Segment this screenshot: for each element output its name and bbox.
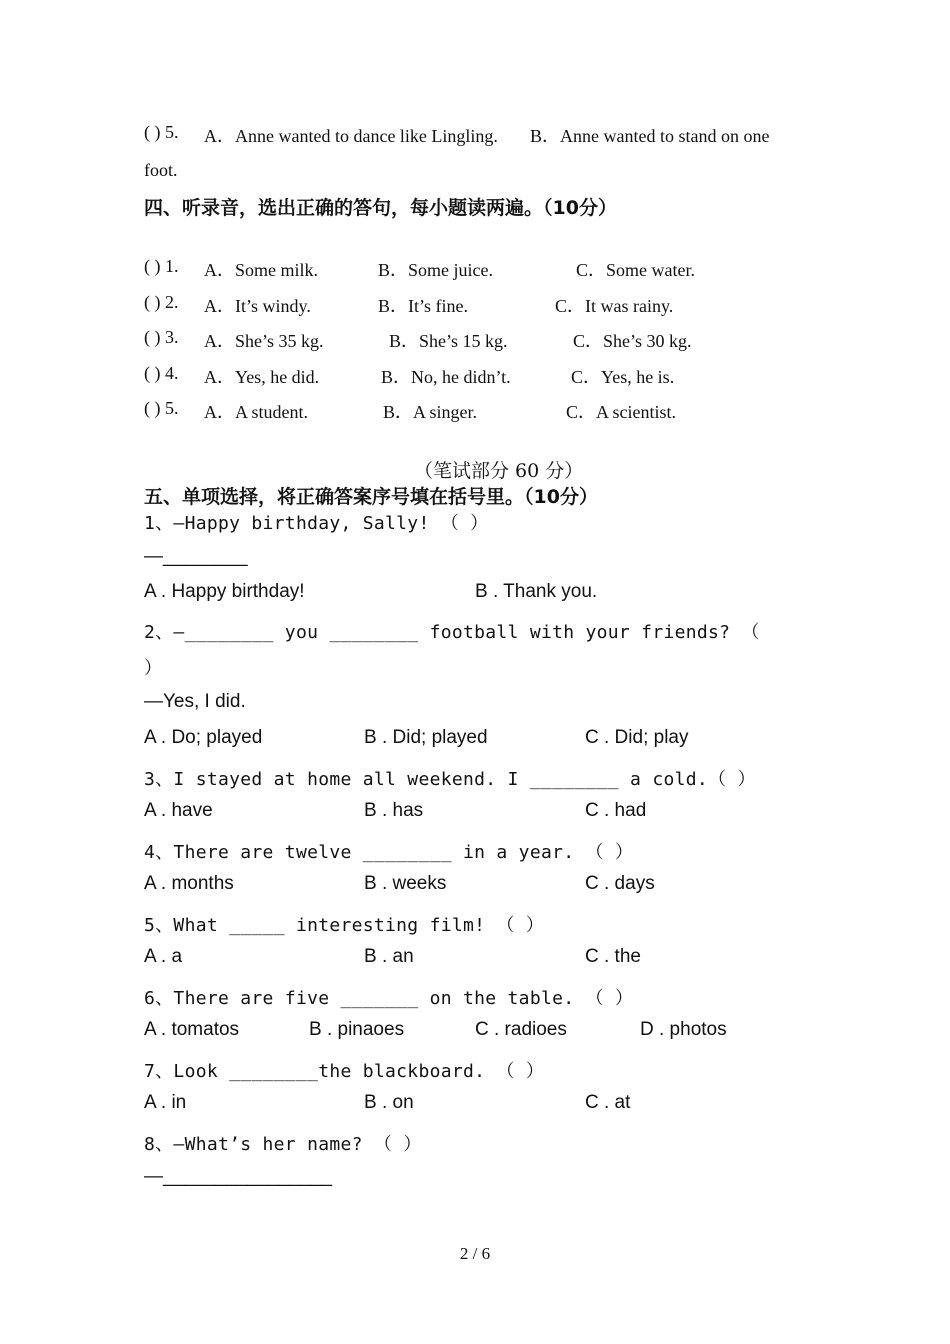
q5-3-option-c: C . had [585, 800, 647, 821]
q5-7-option-b: B . on [364, 1092, 414, 1113]
q5-4-option-b: B . weeks [364, 873, 447, 894]
q5-6-option-d: D . photos [640, 1019, 727, 1040]
written-section-title: （笔试部分 60 分） [414, 460, 584, 482]
q5-4-stem: 4、There are twelve ________ in a year. （ ） [144, 842, 634, 863]
q4-3-number: ( ) 3. [144, 327, 179, 347]
q5-2-option-a: A . Do; played [144, 727, 263, 748]
q4-3-option-c: C．She’s 30 kg. [573, 331, 692, 351]
q4-4-option-c: C．Yes, he is. [571, 367, 675, 387]
q5-6-option-a: A . tomatos [144, 1019, 240, 1040]
q5-7-stem: 7、Look ________the blackboard. （ ） [144, 1061, 545, 1082]
q4-4-option-b: B．No, he didn’t. [381, 367, 511, 387]
q5-4-option-a: A . months [144, 873, 234, 894]
q4-2-number: ( ) 2. [144, 292, 179, 312]
q4-3-option-a: A．She’s 35 kg. [204, 331, 324, 351]
q5-5-option-b: B . an [364, 946, 414, 967]
q5-1-option-b: B . Thank you. [475, 581, 598, 602]
q4-1-option-a: A．Some milk. [204, 260, 319, 280]
q5-6-option-c: C . radioes [475, 1019, 567, 1040]
part5-heading: 五、单项选择，将正确答案序号填在括号里。（10分） [144, 486, 598, 508]
q5-3-option-b: B . has [364, 800, 424, 821]
q5-1-stem: 1、—Happy birthday, Sally! （ ） [144, 513, 489, 534]
q4-5-option-a: A．A student. [204, 402, 309, 422]
q5-7-option-c: C . at [585, 1092, 631, 1113]
q4-4-option-a: A．Yes, he did. [204, 367, 320, 387]
q5-1-reply: —________ [144, 546, 248, 567]
q3-5-option-b-continued: foot. [144, 160, 178, 180]
q5-3-option-a: A . have [144, 800, 213, 821]
q5-2-option-c: C . Did; play [585, 727, 689, 748]
q3-5-number: ( ) 5. [144, 122, 179, 142]
q4-4-number: ( ) 4. [144, 363, 179, 383]
q5-2-stem: 2、—________ you ________ football with your friends? （ [144, 622, 760, 643]
q5-2-reply: —Yes, I did. [144, 691, 246, 712]
q3-5-option-a: A．Anne wanted to dance like Lingling. [204, 126, 498, 146]
q5-8-reply: —________________ [144, 1166, 333, 1187]
q4-1-option-c: C．Some water. [576, 260, 695, 280]
q4-3-option-b: B．She’s 15 kg. [389, 331, 508, 351]
q4-2-option-c: C．It was rainy. [555, 296, 674, 316]
q5-2-stem-continued: ） [144, 658, 163, 679]
q4-5-number: ( ) 5. [144, 398, 179, 418]
q5-1-option-a: A . Happy birthday! [144, 581, 305, 602]
q5-2-option-b: B . Did; played [364, 727, 488, 748]
q5-3-stem: 3、I stayed at home all weekend. I ________ a cold.（ ） [144, 769, 756, 790]
q5-6-option-b: B . pinaoes [309, 1019, 405, 1040]
page-number: 2 / 6 [459, 1244, 491, 1263]
q4-5-option-b: B．A singer. [383, 402, 478, 422]
q5-8-stem: 8、—What’s her name? （ ） [144, 1134, 422, 1155]
q5-5-option-a: A . a [144, 946, 183, 967]
q4-1-number: ( ) 1. [144, 256, 179, 276]
q4-2-option-a: A．It’s windy. [204, 296, 311, 316]
part4-heading: 四、听录音，选出正确的答句，每小题读两遍。（10分） [144, 197, 617, 219]
q5-5-option-c: C . the [585, 946, 641, 967]
q5-6-stem: 6、There are five _______ on the table. （ ） [144, 988, 634, 1009]
q5-5-stem: 5、What _____ interesting film! （ ） [144, 915, 545, 936]
q3-5-option-b: B．Anne wanted to stand on one [530, 126, 770, 146]
q4-1-option-b: B．Some juice. [378, 260, 493, 280]
q4-5-option-c: C．A scientist. [566, 402, 677, 422]
q4-2-option-b: B．It’s fine. [378, 296, 468, 316]
q5-7-option-a: A . in [144, 1092, 187, 1113]
q5-4-option-c: C . days [585, 873, 655, 894]
